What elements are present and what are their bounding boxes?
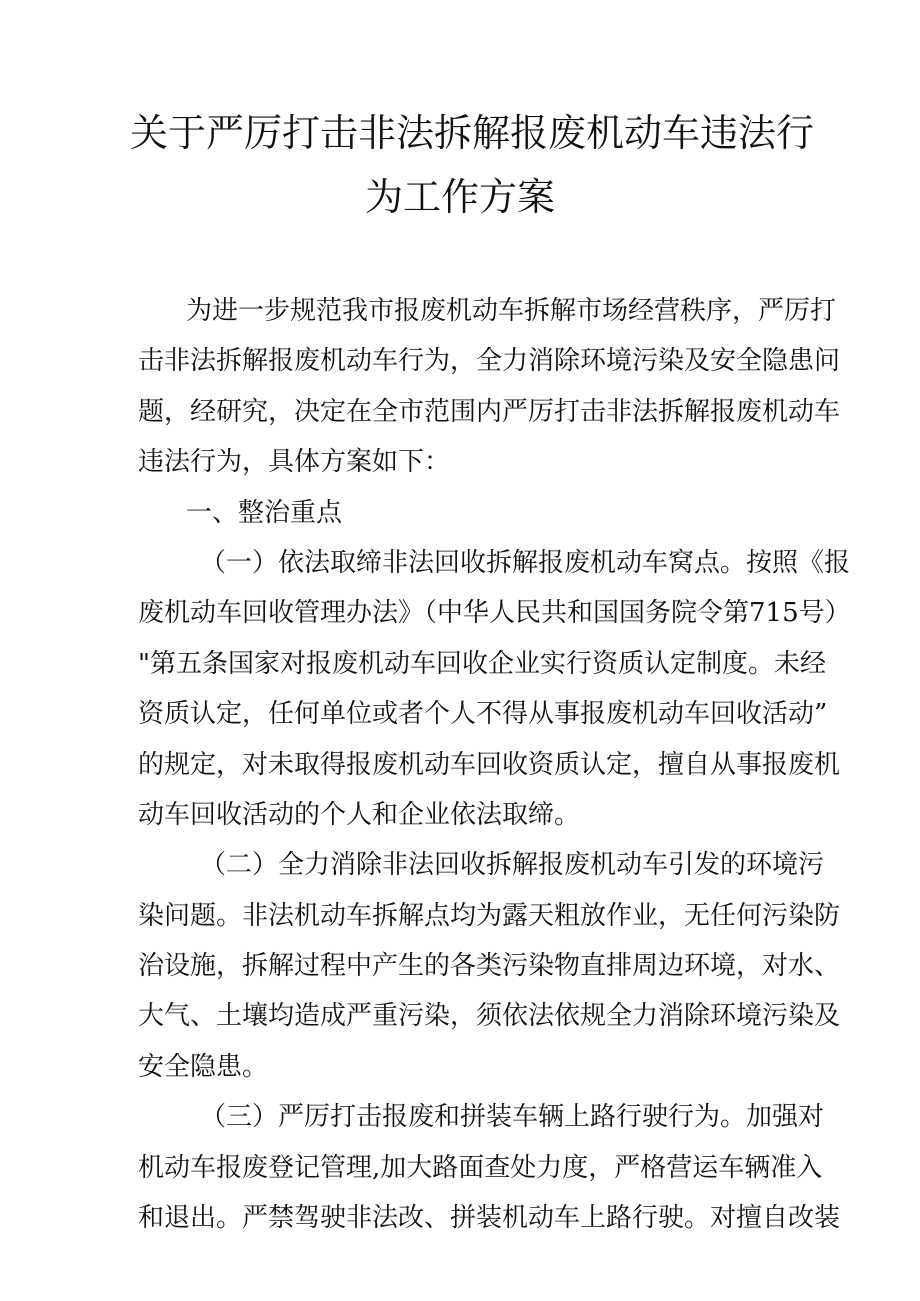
body-line: （一）依法取缔非法回收拆解报废机动车窝点。按照《报	[200, 547, 851, 578]
body-line: 的规定，对未取得报废机动车回收资质认定，擅自从事报废机	[138, 749, 841, 780]
body-line: 大气、土壤均造成严重污染，须依法依规全力消除环境污染及	[138, 1001, 841, 1032]
body-line: （三）严厉打击报废和拼装车辆上路行驶行为。加强对	[200, 1102, 825, 1133]
body-line: 废机动车回收管理办法》（中华人民共和国国务院令第715号）	[138, 598, 851, 629]
body-line: （二）全力消除非法回收拆解报废机动车引发的环境污	[200, 850, 825, 881]
body-line: 染问题。非法机动车拆解点均为露天粗放作业，无任何污染防	[138, 900, 841, 931]
document-title-line-2: 为工作方案	[364, 175, 555, 219]
body-line: 治设施，拆解过程中产生的各类污染物直排周边环境，对水、	[138, 951, 841, 982]
body-line: 题，经研究，决定在全市范围内严厉打击非法拆解报废机动车	[138, 396, 841, 427]
body-line: 机动车报废登记管理,加大路面查处力度，严格营运车辆准入	[138, 1152, 823, 1183]
body-line: 安全隐患。	[138, 1051, 269, 1082]
body-line: "第五条国家对报废机动车回收企业实行资质认定制度。未经	[138, 648, 826, 679]
body-line: 资质认定，任何单位或者个人不得从事报废机动车回收活动”	[138, 699, 828, 730]
section-heading: 一、整治重点	[186, 497, 343, 528]
body-line: 违法行为，具体方案如下：	[138, 447, 451, 478]
document-body	[138, 286, 851, 1243]
document-title-line-1: 关于严厉打击非法拆解报废机动车违法行	[130, 111, 815, 155]
body-line: 为进一步规范我市报废机动车拆解市场经营秩序，严厉打	[186, 296, 837, 326]
body-line: 和退出。严禁驾驶非法改、拼装机动车上路行驶。对擅自改装	[138, 1203, 841, 1234]
body-line: 击非法拆解报废机动车行为，全力消除环境污染及安全隐患问	[138, 346, 841, 377]
body-line: 动车回收活动的个人和企业依法取缔。	[138, 799, 581, 830]
